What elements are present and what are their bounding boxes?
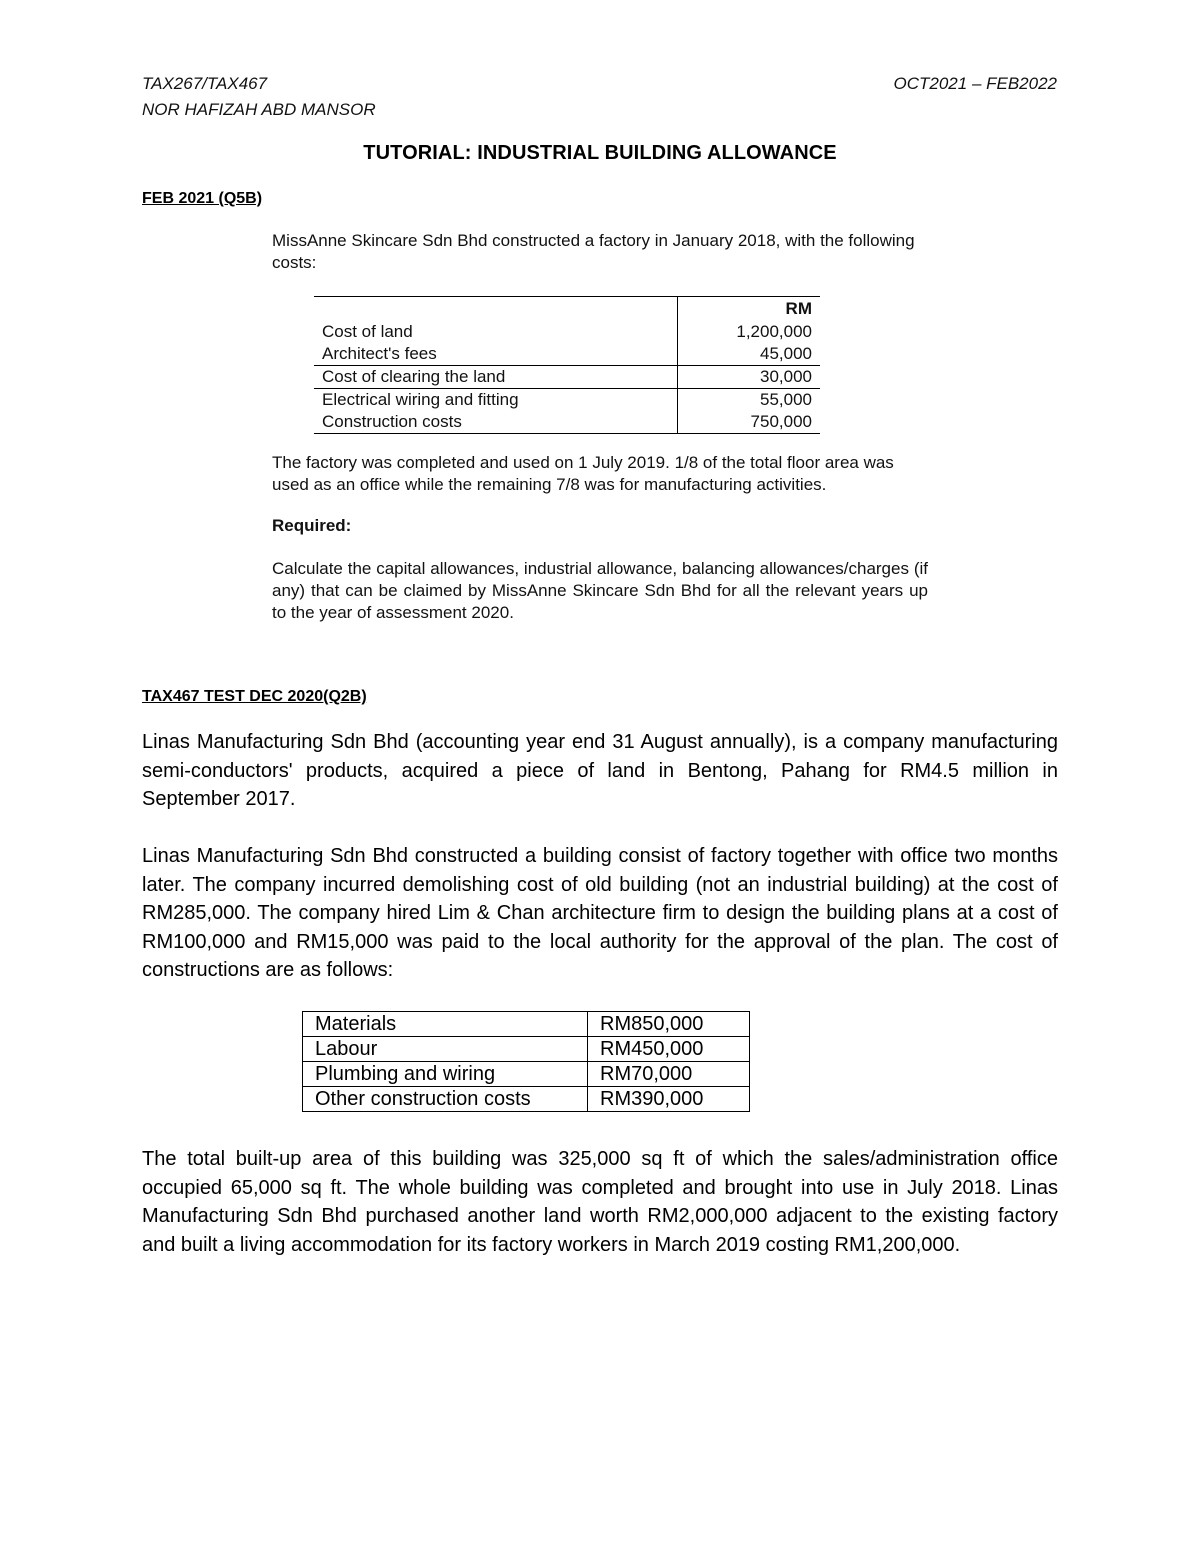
table-row xyxy=(314,411,820,434)
table-cell-amount: 750,000 xyxy=(678,411,821,434)
table-cell-amount: 55,000 xyxy=(678,389,821,412)
table-row xyxy=(303,1087,750,1112)
question2-paragraph-2: Linas Manufacturing Sdn Bhd constructed a building consist of factory together with office two months later. The company incurred demolishing cost of old building (not an industrial building) at the cost of RM285,000. The company hired Lim & Chan architecture firm to design the building plans at a cost of RM100,000 and RM15,000 was paid to the local authority for the approval of the plan. The cost of constructions are as follows: xyxy=(142,845,1058,981)
question1-intro: MissAnne Skincare Sdn Bhd constructed a factory in January 2018, with the following costs: xyxy=(272,231,915,272)
table-cell-item: Labour xyxy=(303,1037,588,1062)
question1-required-text: Calculate the capital allowances, industrial allowance, balancing allowances/charges (if any) that can be claimed by MissAnne Skincare Sdn Bhd for all the relevant years up to the year of assessment 2020. xyxy=(272,559,928,622)
column-header-rm: RM xyxy=(678,297,821,322)
question2-paragraph-1: Linas Manufacturing Sdn Bhd (accounting year end 31 August annually), is a company manufacturing semi-conductors' products, acquired a piece of land in Bentong, Pahang for RM4.5 million in September 2017. xyxy=(142,731,1058,810)
table-cell-item: Other construction costs xyxy=(303,1087,588,1112)
table-row xyxy=(314,389,820,412)
question1-completion: The factory was completed and used on 1 July 2019. 1/8 of the total floor area was used as an office while the remaining 7/8 was for manufacturing activities. xyxy=(272,453,894,494)
question1-required-label: Required: xyxy=(272,516,352,535)
table-cell-item: Cost of clearing the land xyxy=(314,366,678,389)
table-cell-item: Electrical wiring and fitting xyxy=(314,389,678,412)
page-title: TUTORIAL: INDUSTRIAL BUILDING ALLOWANCE xyxy=(363,142,837,164)
table-cell-item: Cost of land xyxy=(322,322,413,341)
table-row xyxy=(303,1037,750,1062)
table-row xyxy=(303,1012,750,1037)
table-cell-amount: 1,200,000 xyxy=(678,321,821,343)
question2-construction-cost-table xyxy=(302,1011,750,1112)
table-cell-item: Construction costs xyxy=(314,411,678,434)
table-cell-amount: 30,000 xyxy=(678,366,821,389)
question1-heading: FEB 2021 (Q5B) xyxy=(142,190,263,207)
table-cell-amount: RM390,000 xyxy=(588,1087,750,1112)
question2-heading: TAX467 TEST DEC 2020(Q2B) xyxy=(142,688,367,705)
question1-cost-table xyxy=(314,296,820,434)
table-cell-amount: 45,000 xyxy=(678,343,821,366)
table-cell xyxy=(314,297,678,322)
table-row xyxy=(303,1062,750,1087)
table-row xyxy=(314,321,820,343)
table-cell-item: Materials xyxy=(303,1012,588,1037)
table-cell-amount: RM450,000 xyxy=(588,1037,750,1062)
question2-paragraph-3: The total built-up area of this building was 325,000 sq ft of which the sales/administration office occupied 65,000 sq ft. The whole building was completed and brought into use in July 2018. Linas Manufacturing Sdn Bhd purchased another land worth RM2,000,000 adjacent to the existing factory and built a living accommodation for its factory workers in March 2019 costing RM1,200,000. xyxy=(142,1148,1058,1256)
table-cell-amount: RM850,000 xyxy=(588,1012,750,1037)
header-semester: OCT2021 – FEB2022 xyxy=(893,74,1057,93)
table-cell-item: Architect's fees xyxy=(322,344,437,363)
header-course: TAX267/TAX467 xyxy=(142,74,268,93)
table-row xyxy=(314,366,820,389)
header-lecturer: NOR HAFIZAH ABD MANSOR xyxy=(142,100,376,119)
table-header-row xyxy=(314,297,820,322)
table-cell-amount: RM70,000 xyxy=(588,1062,750,1087)
table-cell-item: Plumbing and wiring xyxy=(303,1062,588,1087)
table-row xyxy=(314,343,820,366)
